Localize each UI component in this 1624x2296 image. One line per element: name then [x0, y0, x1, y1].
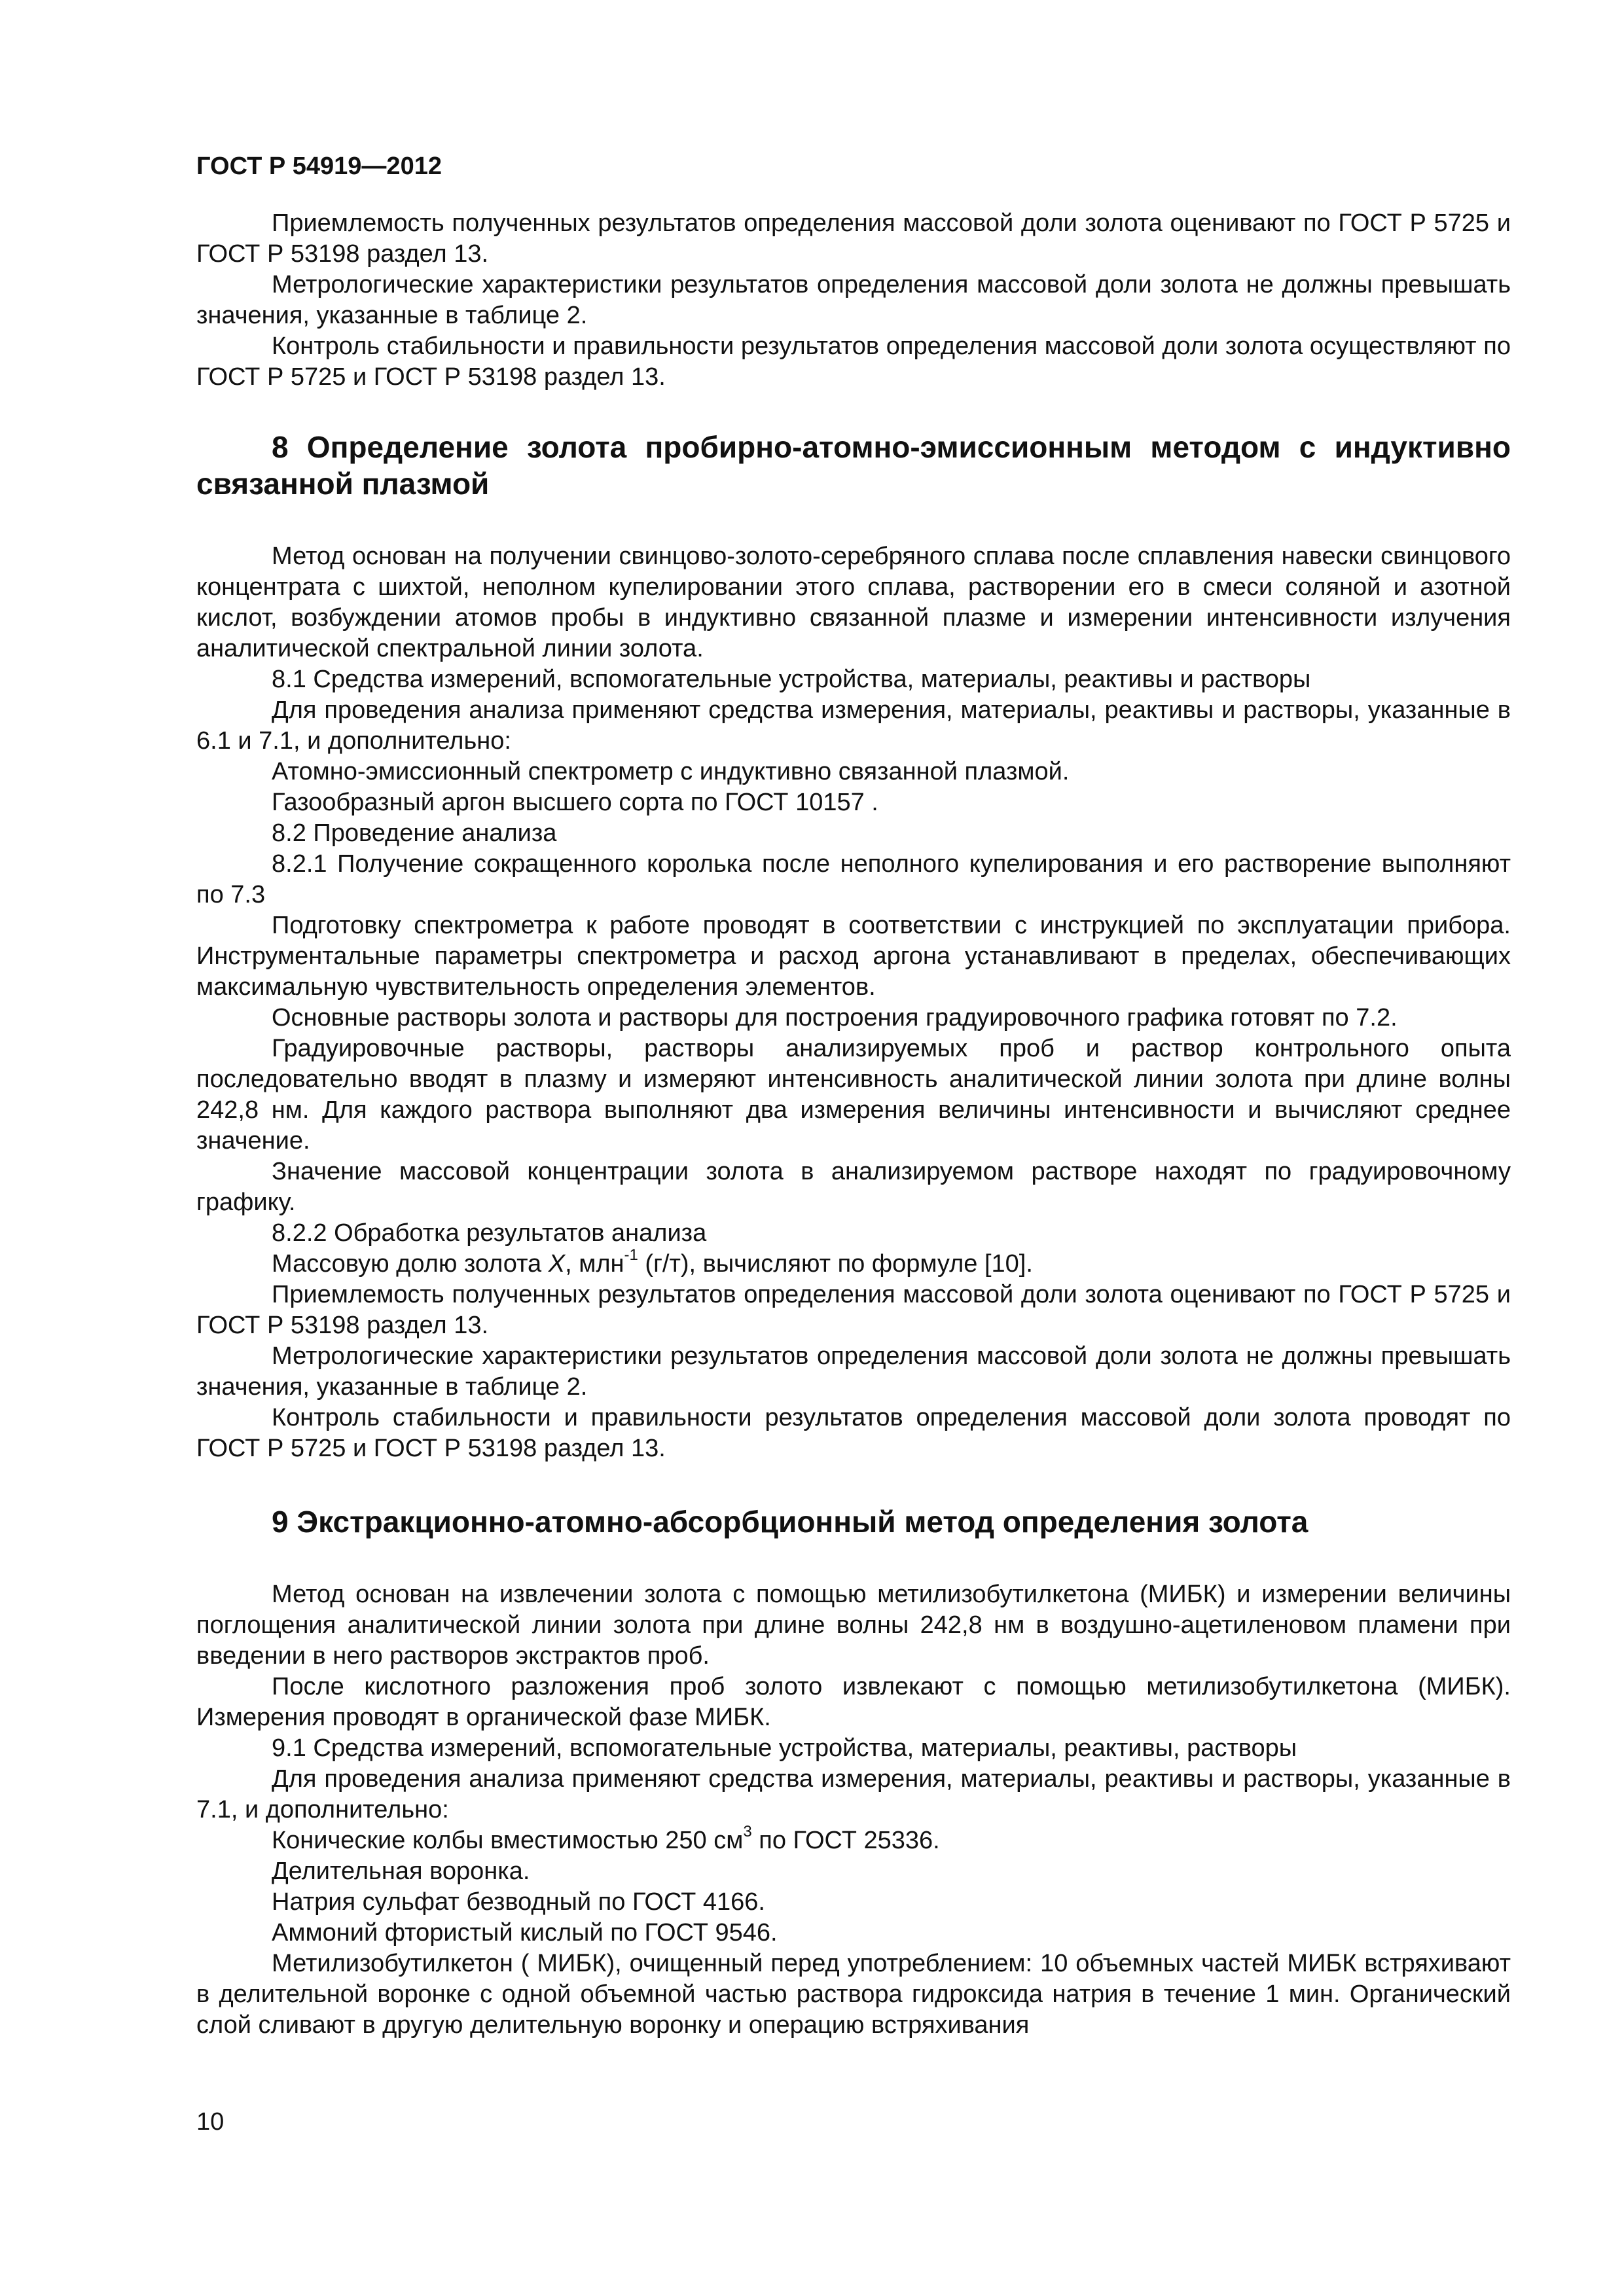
paragraph: 8.2.1 Получение сокращенного королька после неполного купелирования и его растворение выполняют по 7.3 — [196, 850, 1511, 908]
paragraph: Контроль стабильности и правильности результатов определения массовой доли золота проводят по ГОСТ Р 5725 и ГОСТ Р 53198 раздел 13. — [196, 1404, 1511, 1462]
variable-x: X — [548, 1250, 566, 1278]
standard-code-header: ГОСТ Р 54919—2012 — [196, 152, 442, 180]
subsection-8-1-title: 8.1 Средства измерений, вспомогательные устройства, материалы, реактивы и растворы — [272, 666, 1311, 693]
text-run: Массовую долю золота — [272, 1250, 549, 1278]
text-run: по ГОСТ 25336. — [751, 1827, 940, 1854]
paragraph: Градуировочные растворы, растворы анализируемых проб и раствор контрольного опыта последовательно вводят в плазму и измеряют интенсивность аналитической линии золота при длине волны 242,8 нм. Для каждого раствора выполняют два измерения величины интенсивности и вычисляют среднее значение. — [196, 1035, 1511, 1155]
section-8-heading: 8 Определение золота пробирно-атомно-эмиссионным методом с индуктивно связанной плазмой — [196, 430, 1511, 501]
paragraph: Для проведения анализа применяют средства измерения, материалы, реактивы и растворы, указанные в 7.1, и дополнительно: — [196, 1765, 1511, 1823]
text-run: (г/т), вычисляют по формуле [10]. — [638, 1250, 1033, 1278]
paragraph: Приемлемость полученных результатов определения массовой доли золота оценивают по ГОСТ Р 5725 и ГОСТ Р 53198 раздел 13. — [196, 1281, 1511, 1339]
paragraph: Подготовку спектрометра к работе проводят в соответствии с инструкцией по эксплуатации прибора. Инструментальные параметры спектрометра и расход аргона устанавливают в пределах, обеспечивающих максимальную чувствительность определения элементов. — [196, 912, 1511, 1001]
text-run: , млн — [565, 1250, 624, 1278]
text-run: Конические колбы вместимостью 250 см — [272, 1827, 744, 1854]
list-item: Натрия сульфат безводный по ГОСТ 4166. — [272, 1888, 765, 1916]
subsection-8-2-title: 8.2 Проведение анализа — [272, 819, 557, 847]
paragraph: Для проведения анализа применяют средства измерения, материалы, реактивы и растворы, указанные в 6.1 и 7.1, и дополнительно: — [196, 696, 1511, 755]
list-item: Атомно-эмиссионный спектрометр с индуктивно связанной плазмой. — [272, 758, 1070, 785]
subsection-9-1-title: 9.1 Средства измерений, вспомогательные устройства, материалы, реактивы, растворы — [272, 1734, 1297, 1762]
paragraph: Значение массовой концентрации золота в анализируемом растворе находят по градуировочному графику. — [196, 1158, 1511, 1216]
superscript: -1 — [624, 1246, 638, 1265]
paragraph: После кислотного разложения проб золото извлекают с помощью метилизобутилкетона (МИБК). Измерения проводят в органической фазе МИБК. — [196, 1673, 1511, 1731]
list-item — [196, 1825, 1511, 1856]
superscript: 3 — [743, 1823, 752, 1841]
paragraph: Приемлемость полученных результатов определения массовой доли золота оценивают по ГОСТ Р 5725 и ГОСТ Р 53198 раздел 13. — [196, 209, 1511, 268]
paragraph: Метод основан на извлечении золота с помощью метилизобутилкетона (МИБК) и измерении величины поглощения аналитической линии золота при длине волны 242,8 нм в воздушно-ацетиленовом пламени при введении в него растворов экстрактов проб. — [196, 1581, 1511, 1670]
document-page — [196, 151, 1511, 2041]
section-9-heading: 9 Экстракционно-атомно-абсорбционный метод определения золота — [272, 1505, 1308, 1539]
subsection-8-2-2-title: 8.2.2 Обработка результатов анализа — [272, 1219, 707, 1247]
paragraph: Метилизобутилкетон ( МИБК), очищенный перед употреблением: 10 объемных частей МИБК встряхивают в делительной воронке с одной объемной частью раствора гидроксида натрия в течение 1 мин. Органический слой сливают в другую делительную воронку и операцию встряхивания — [196, 1950, 1511, 2039]
list-item: Делительная воронка. — [272, 1857, 530, 1885]
formula-paragraph — [196, 1246, 1511, 1280]
paragraph: Метрологические характеристики результатов определения массовой доли золота не должны превышать значения, указанные в таблице 2. — [196, 1342, 1511, 1401]
page-number: 10 — [196, 2108, 225, 2136]
paragraph: Основные растворы золота и растворы для построения градуировочного графика готовят по 7.2. — [272, 1004, 1398, 1031]
list-item: Газообразный аргон высшего сорта по ГОСТ 10157 . — [272, 789, 878, 816]
paragraph: Контроль стабильности и правильности результатов определения массовой доли золота осуществляют по ГОСТ Р 5725 и ГОСТ Р 53198 раздел 13. — [196, 332, 1511, 391]
list-item: Аммоний фтористый кислый по ГОСТ 9546. — [272, 1919, 778, 1946]
paragraph: Метрологические характеристики результатов определения массовой доли золота не должны превышать значения, указанные в таблице 2. — [196, 271, 1511, 329]
paragraph: Метод основан на получении свинцово-золото-серебряного сплава после сплавления навески свинцового концентрата с шихтой, неполном купелировании этого сплава, растворении его в смеси соляной и азотной кислот, возбуждении атомов пробы в индуктивно связанной плазме и измерении интенсивности излучения аналитической спектральной линии золота. — [196, 543, 1511, 662]
